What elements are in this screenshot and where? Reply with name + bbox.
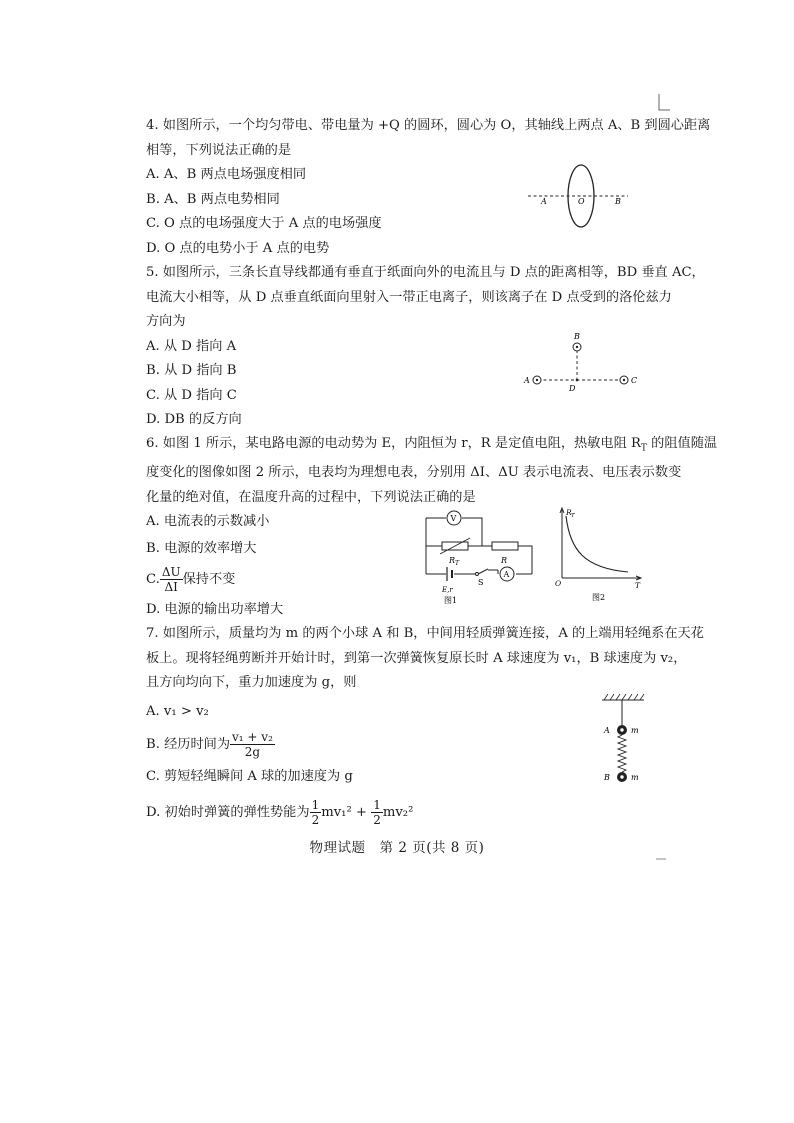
q6-battery xyxy=(441,567,453,594)
svg-text:S: S xyxy=(478,578,484,587)
q4-label-b: B xyxy=(615,197,621,206)
q7-option-c: C. 剪短轻绳瞬间 A 球的加速度为 g xyxy=(146,769,353,784)
question-7 xyxy=(146,622,704,827)
q7-label-m2: m xyxy=(631,773,639,782)
q5-label-d: D xyxy=(569,384,576,393)
q7-ball-b xyxy=(617,772,627,782)
q4-option-c: C. O 点的电场强度大于 A 点的电场强度 xyxy=(146,216,382,231)
q6-stem-line1: 6. 如图 1 所示，某电路电源的电动势为 E，内阻恒为 r，R 是定值电阻，热敏电阻 $R_T$ 的阻值随温 xyxy=(146,436,718,454)
q5-point-d xyxy=(576,379,579,382)
q5-option-d: D. DB 的反方向 xyxy=(146,412,242,427)
q7-stem-line1: 7. 如图所示，质量均为 m 的两个小球 A 和 B，中间用轻质弹簧连接，A 的上端用轻绳系在天花 xyxy=(146,626,704,641)
q7-option-b: B. 经历时间为 $\frac{\text{v₁ + v₂}}{2g}$ xyxy=(146,730,273,759)
q6-ammeter xyxy=(498,567,514,581)
svg-text:E,r: E,r xyxy=(442,586,453,594)
q7-label-m1: m xyxy=(631,726,639,735)
svg-text:T: T xyxy=(455,560,460,567)
q5-wire-a xyxy=(533,376,541,384)
q6-stem-line2: 度变化的图像如图 2 所示，电表均为理想电表，分别用 ΔI、ΔU 表示电流表、电压表示数变 xyxy=(146,465,682,481)
q6-graph-origin: O xyxy=(555,579,562,588)
q7-spring xyxy=(618,735,626,772)
q7-option-d-fraction-2: $\frac{1}{2}$ xyxy=(373,797,381,827)
q6-circuit-figure-1 xyxy=(416,508,540,606)
q6-option-b: B. 电源的效率增大 xyxy=(146,540,257,556)
q6-graph-y-label: R xyxy=(566,508,572,517)
q7-label-b: B xyxy=(604,773,610,782)
q7-option-d-fraction-1: $\frac{1}{2}$ xyxy=(311,797,320,827)
q5-wire-b xyxy=(573,343,581,351)
q4-option-a: A. A、B 两点电场强度相同 xyxy=(146,167,307,182)
q5-label-a: A xyxy=(524,376,530,385)
q5-option-a: A. 从 D 指向 A xyxy=(146,338,237,354)
q7-option-a: A. v₁ > v₂ xyxy=(146,703,209,719)
q6-option-a: A. 电流表的示数减小 xyxy=(146,514,270,530)
q6-thermistor xyxy=(440,538,470,567)
q7-option-b-fraction: $\frac{\text{v₁ + v₂}}{2g}$ xyxy=(232,730,273,759)
q5-wires-figure xyxy=(520,330,644,402)
q6-figure-2-caption: 图2 xyxy=(592,593,606,602)
q6-rt-graph-figure-2 xyxy=(552,504,648,604)
q6-graph-y-subscript: T xyxy=(571,513,575,519)
q6-graph-x-label: T xyxy=(635,581,641,590)
q6-voltmeter xyxy=(447,511,461,525)
svg-text:V: V xyxy=(450,514,457,523)
q6-resistor xyxy=(492,542,518,565)
q4-stem-line1: 4. 如图所示，一个均匀带电、带电量为 +Q 的圆环，圆心为 O，其轴线上两点 A、B 到圆心距离 xyxy=(146,118,711,133)
q7-stem-line2: 板上。现将轻绳剪断并开始计时，到第一次弹簧恢复原长时 A 球速度为 v₁，B 球速度为 v₂， xyxy=(146,650,687,666)
q6-figure-1-caption: 图1 xyxy=(444,596,458,605)
q7-stem-line3: 且方向均向下，重力加速度为 g，则 xyxy=(146,675,357,690)
q6-rt-curve xyxy=(566,516,628,572)
svg-text:R: R xyxy=(449,556,456,565)
q5-stem-line3: 方向为 xyxy=(146,314,186,329)
q6-stem-rt-subscript: T xyxy=(640,443,647,454)
q5-option-c: C. 从 D 指向 C xyxy=(146,387,237,403)
q6-option-c: C. $\frac{\Delta U}{\Delta I}$ 保持不变 xyxy=(146,565,236,595)
q5-label-c: C xyxy=(631,376,638,385)
q6-option-c-fraction: $\frac{\Delta U}{\Delta I}$ xyxy=(161,565,181,595)
q7-label-a: A xyxy=(604,726,610,735)
q6-option-d: D. 电源的输出功率增大 xyxy=(146,602,284,618)
q5-option-b: B. 从 D 指向 B xyxy=(146,363,237,378)
q7-ball-a xyxy=(617,725,627,735)
corner-mark-top-right xyxy=(654,92,674,114)
q4-ring-figure xyxy=(524,160,634,232)
q4-label-o: O xyxy=(578,197,585,206)
q4-option-b: B. A、B 两点电势相同 xyxy=(146,191,280,207)
q4-stem-line2: 相等，下列说法正确的是 xyxy=(146,142,292,158)
q6-switch xyxy=(476,569,489,587)
q4-label-a: A xyxy=(541,197,547,206)
corner-mark-bottom-right xyxy=(654,856,670,862)
q7-option-d: D. 初始时弹簧的弹性势能为 $\frac{1}{2}$ mv₁² + $\frac{1}{2}$ mv₂² xyxy=(146,797,414,827)
q4-option-d: D. O 点的电势小于 A 点的电势 xyxy=(146,240,330,256)
q5-stem-line2: 电流大小相等，从 D 点垂直纸面向里射入一带正电离子，则该离子在 D 点受到的洛伦兹力 xyxy=(146,289,672,305)
q7-spring-balls-figure xyxy=(594,690,650,790)
q5-stem-line1: 5. 如图所示，三条长直导线都通有垂直于纸面向外的电流且与 D 点的距离相等，BD 垂直 AC， xyxy=(146,265,705,280)
svg-text:R: R xyxy=(501,556,508,565)
q6-stem-line3: 化量的绝对值，在温度升高的过程中，下列说法正确的是 xyxy=(146,489,476,505)
svg-text:A: A xyxy=(503,570,510,579)
q5-label-b: B xyxy=(574,332,580,341)
page-footer: 物理试题 第 2 页(共 8 页) xyxy=(309,840,485,856)
q5-wire-c xyxy=(620,376,628,384)
